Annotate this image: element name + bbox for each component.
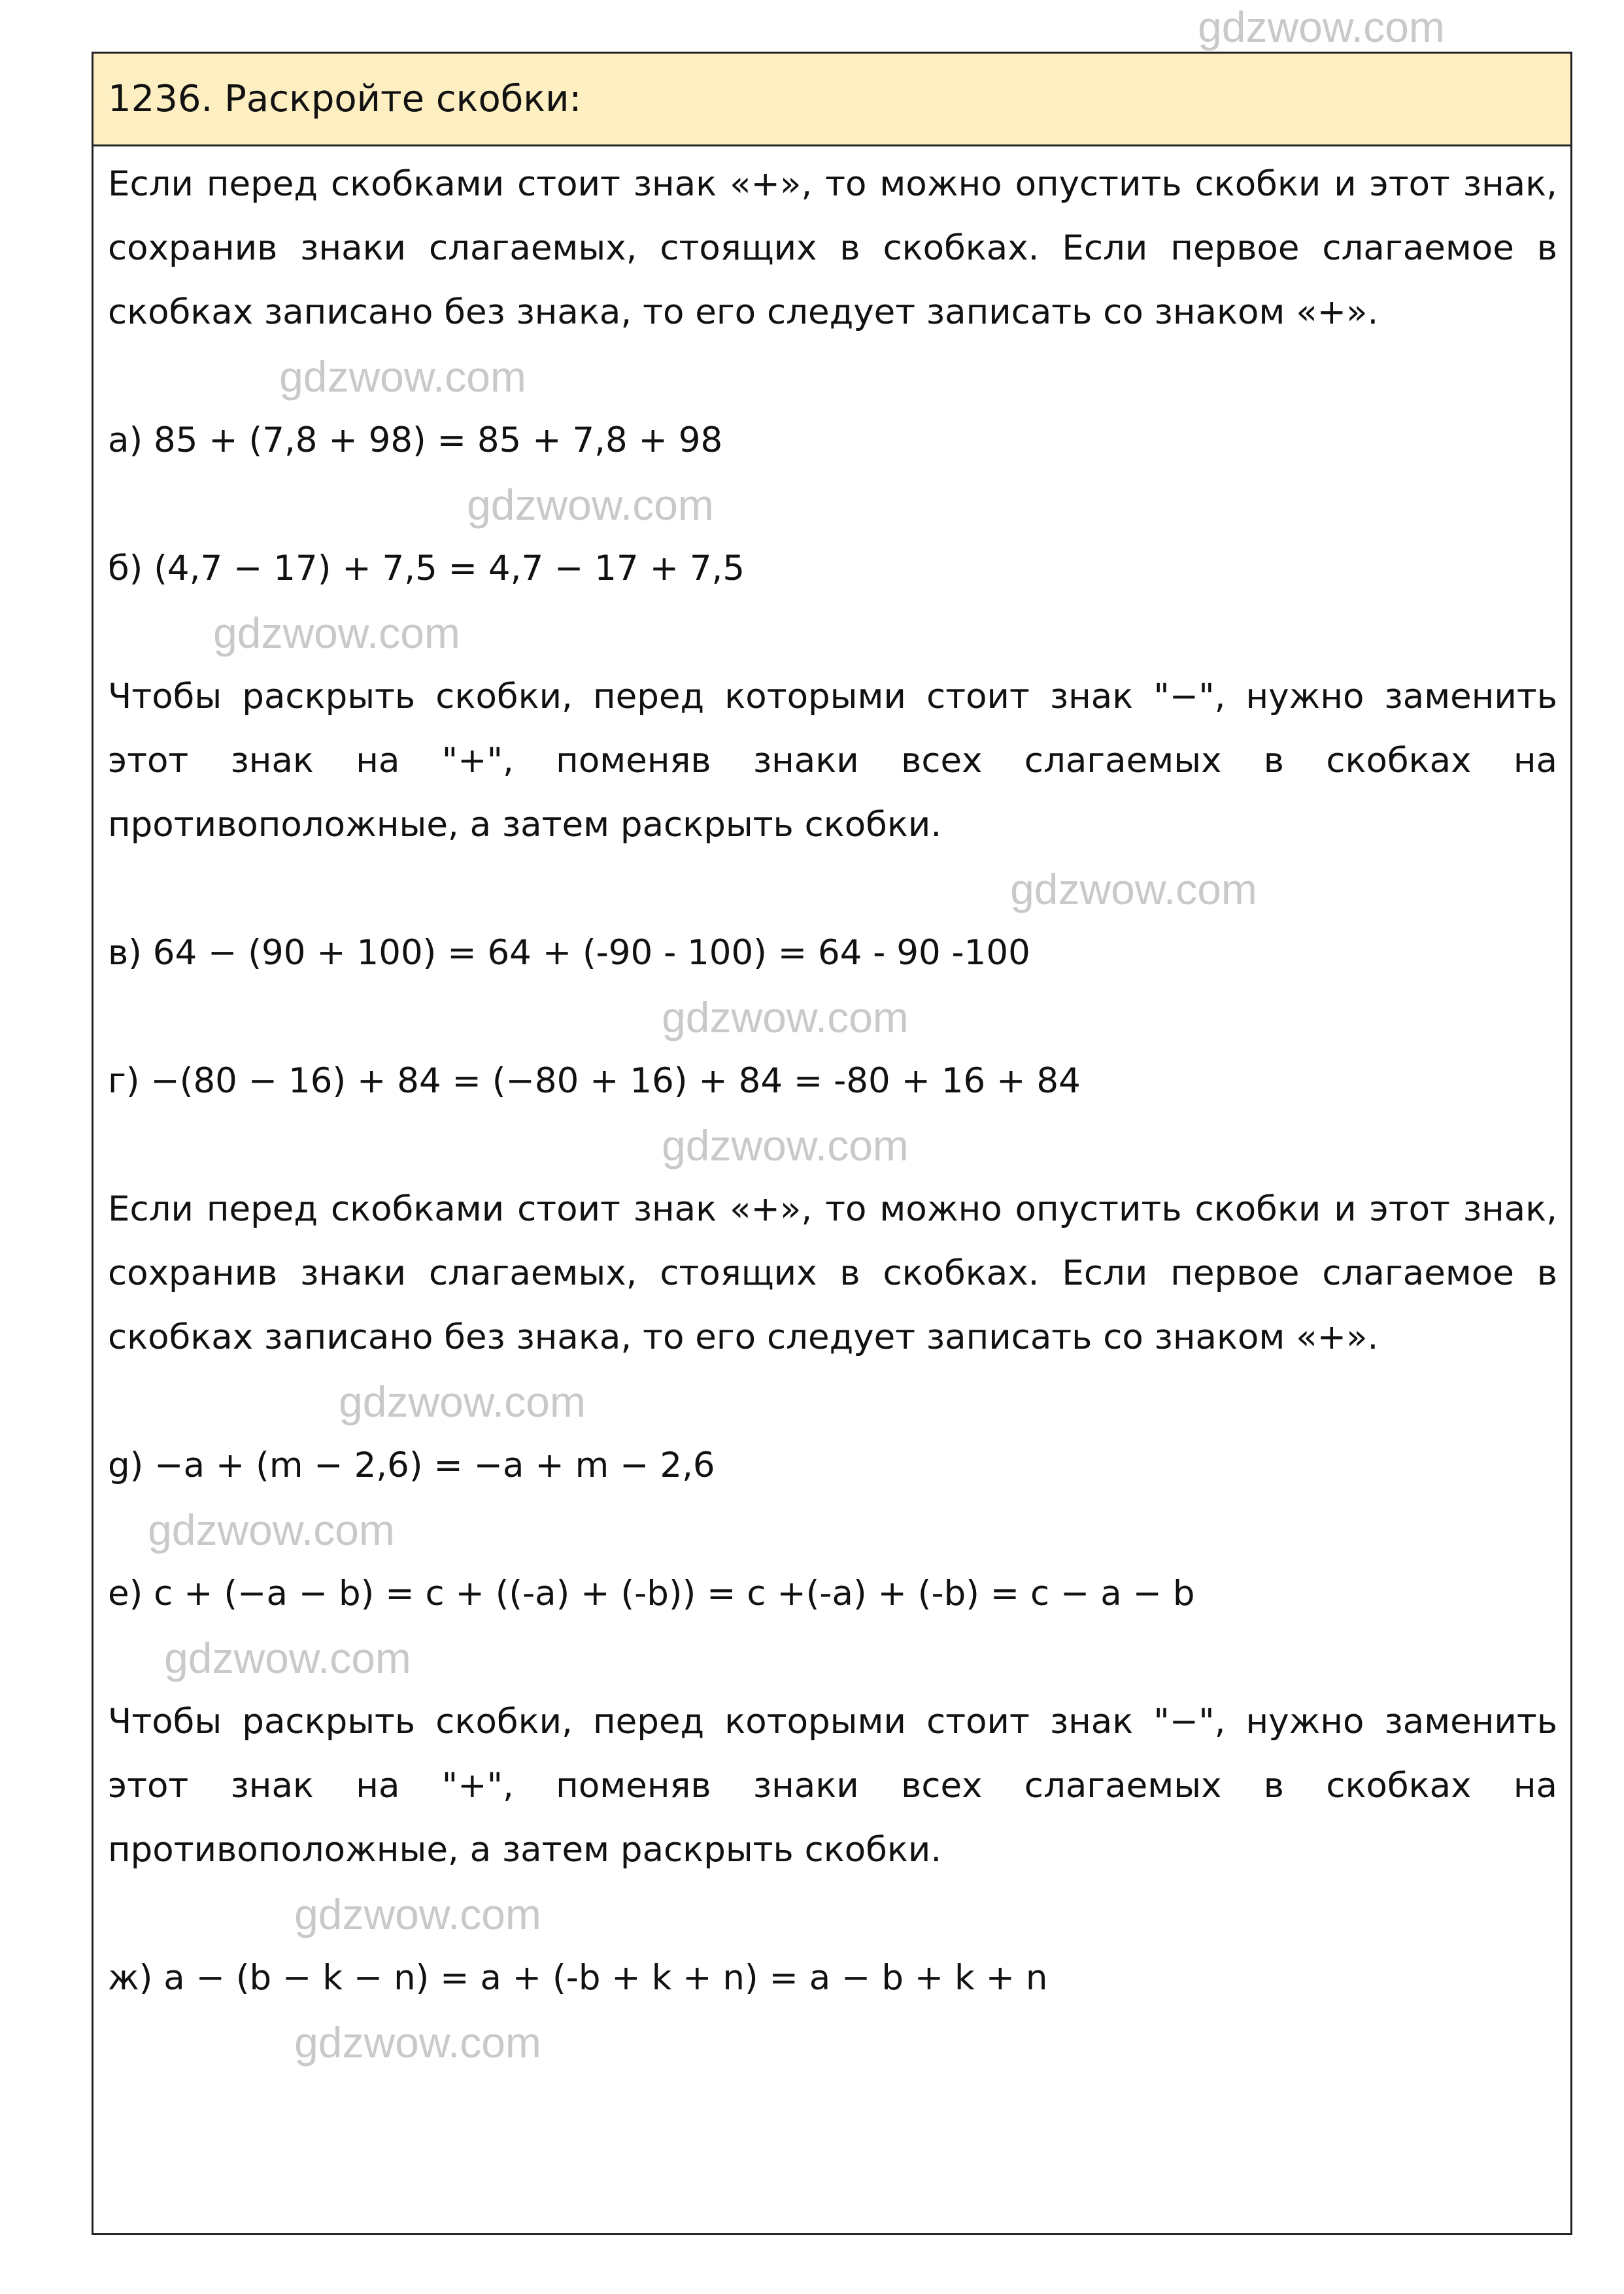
watermark: gdzwow.com bbox=[148, 1506, 395, 1554]
equation-e: е) c + (−a − b) = c + ((-a) + (-b)) = c +(-a) + (-b) = c − a − b bbox=[108, 1574, 1195, 1613]
equation-b: б) (4,7 − 17) + 7,5 = 4,7 − 17 + 7,5 bbox=[108, 548, 745, 588]
rule-paragraph: Чтобы раскрыть скобки, перед которыми стоит знак "−", нужно заменить этот знак на "+", поменяв знаки всех слагаемых в скобках на противоположные, а затем раскрыть скобки. bbox=[108, 1702, 1557, 1870]
rule-paragraph: Если перед скобками стоит знак «+», то можно опустить скобки и этот знак, сохранив знаки слагаемых, стоящих в скобках. Если первое слагаемое в скобках записано без знака, то его следует записать со знаком «+». bbox=[108, 164, 1557, 332]
rule-paragraph: Чтобы раскрыть скобки, перед которыми стоит знак "−", нужно заменить этот знак на "+", поменяв знаки всех слагаемых в скобках на противоположные, а затем раскрыть скобки. bbox=[108, 677, 1557, 845]
watermark: gdzwow.com bbox=[164, 1634, 411, 1682]
equation-g: г) −(80 − 16) + 84 = (−80 + 16) + 84 = -80 + 16 + 84 bbox=[108, 1061, 1081, 1101]
watermark: gdzwow.com bbox=[294, 1890, 541, 1938]
task-title: 1236. Раскройте скобки: bbox=[108, 78, 582, 120]
equation-v: в) 64 − (90 + 100) = 64 + (-90 - 100) = 64 - 90 -100 bbox=[108, 933, 1030, 973]
watermark: gdzwow.com bbox=[339, 1377, 586, 1426]
watermark: gdzwow.com bbox=[662, 993, 909, 1041]
equation-d: g) −a + (m − 2,6) = −a + m − 2,6 bbox=[108, 1445, 715, 1485]
watermark: gdzwow.com bbox=[1198, 3, 1445, 51]
watermark: gdzwow.com bbox=[294, 2018, 541, 2066]
equation-zh: ж) a − (b − k − n) = a + (-b + k + n) = a − b + k + n bbox=[108, 1958, 1048, 1998]
watermark: gdzwow.com bbox=[662, 1121, 909, 1170]
task-header bbox=[93, 54, 1570, 146]
watermark: gdzwow.com bbox=[1010, 865, 1257, 913]
solution-body bbox=[108, 152, 1557, 2074]
equation-a: а) 85 + (7,8 + 98) = 85 + 7,8 + 98 bbox=[108, 420, 723, 460]
watermark: gdzwow.com bbox=[213, 609, 460, 657]
watermark: gdzwow.com bbox=[467, 481, 714, 529]
rule-paragraph: Если перед скобками стоит знак «+», то можно опустить скобки и этот знак, сохранив знаки слагаемых, стоящих в скобках. Если первое слагаемое в скобках записано без знака, то его следует записать со знаком «+». bbox=[108, 1189, 1557, 1357]
watermark: gdzwow.com bbox=[279, 352, 526, 401]
